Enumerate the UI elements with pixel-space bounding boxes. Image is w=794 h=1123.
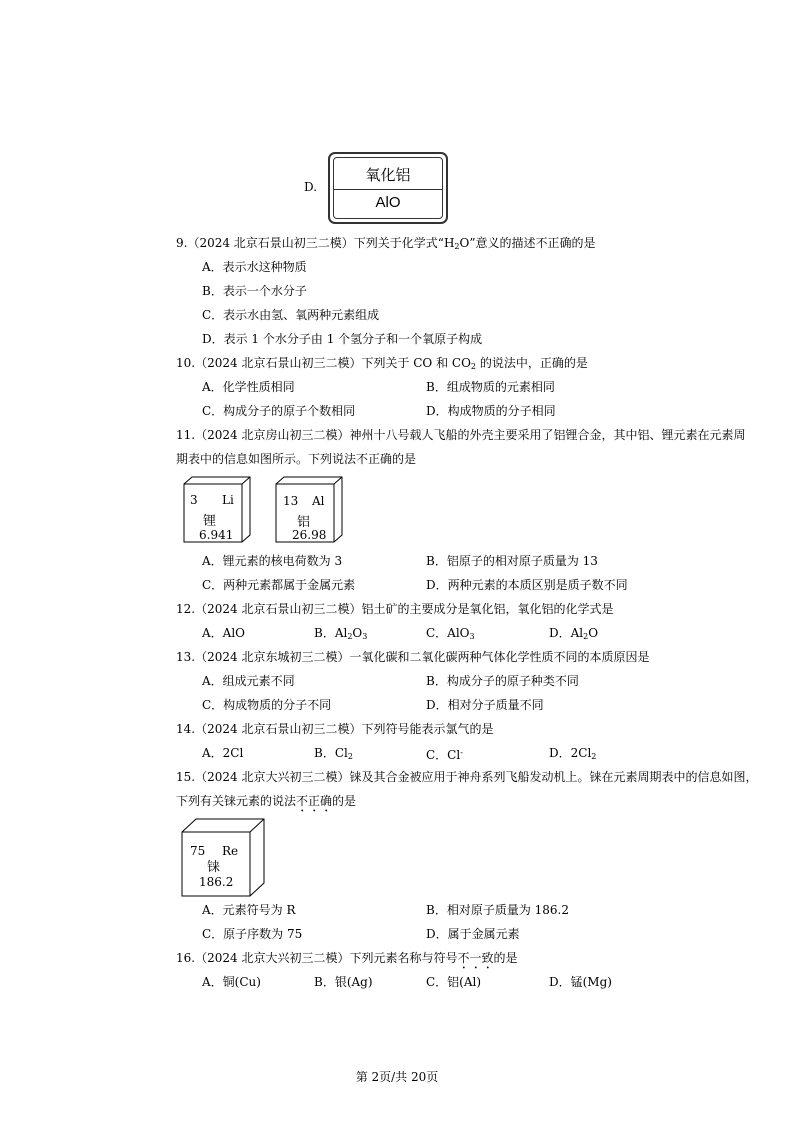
li-mass: 6.941 xyxy=(199,528,234,542)
q11-stem-line1: 11.（2024 北京房山初三二模）神州十八号载人飞船的外壳主要采用了铝锂合金，其中铝、锂元素在元素周 xyxy=(176,428,746,442)
q14-b-sub: 2 xyxy=(347,752,353,761)
q15-option-a: A．元素符号为 R xyxy=(202,903,296,917)
q14-option-d xyxy=(549,746,596,764)
q16-option-b: B．银(Ag) xyxy=(314,975,373,989)
q15-stem-emphasis: 不正确 xyxy=(296,794,333,808)
al-name: 铝 xyxy=(297,515,311,530)
q12-b-post: O xyxy=(352,626,363,640)
q12-option-d xyxy=(549,626,598,644)
q15-option-c: C．原子序数为 75 xyxy=(202,927,303,941)
reagent-divider xyxy=(334,189,442,190)
q16-stem-post: 的是 xyxy=(493,951,518,965)
q16-stem-emphasis: 不一致 xyxy=(457,951,494,965)
q16-stem-pre: 16.（2024 北京大兴初三二模）下列元素名称与符号 xyxy=(176,951,458,965)
li-symbol: Li xyxy=(222,493,234,507)
q16-option-c: C．铝(Al) xyxy=(426,975,482,989)
q11-option-b: B．铝原子的相对原子质量为 13 xyxy=(426,554,598,568)
re-mass: 186.2 xyxy=(199,875,234,889)
q10-stem xyxy=(176,356,588,374)
re-symbol: Re xyxy=(222,844,239,858)
q13-option-d: D．相对分子质量不同 xyxy=(426,698,544,712)
q12-option-a xyxy=(202,626,245,640)
re-name: 铼 xyxy=(207,860,221,875)
q14-option-a xyxy=(202,746,243,760)
q12-d-sub: 2 xyxy=(583,632,589,641)
reagent-formula: AlO xyxy=(375,194,401,211)
q14-d-pre: D．2Cl xyxy=(549,746,592,760)
q14-option-b xyxy=(314,746,353,764)
q9-stem-sub: 2 xyxy=(454,242,460,251)
q10-stem-end: 的说法中，正确的是 xyxy=(476,356,588,370)
q12-stem: 12.（2024 北京石景山初三二模）铝土矿的主要成分是氧化铝，氧化铝的化学式是 xyxy=(176,602,614,616)
q9-option-d: D．表示 1 个水分子由 1 个氢分子和一个氧原子构成 xyxy=(202,332,483,346)
q12-b-pre: B．Al xyxy=(314,626,348,640)
q10-option-c: C．构成分子的原子个数相同 xyxy=(202,404,356,418)
q10-option-d: D．构成物质的分子相同 xyxy=(426,404,556,418)
q14-option-c xyxy=(426,746,463,762)
q12-d-post: O xyxy=(588,626,599,640)
q14-c-sup: - xyxy=(460,748,463,757)
q12-b-sub: 2 xyxy=(347,632,353,641)
q12-b-sub2: 3 xyxy=(362,632,368,641)
q9-stem xyxy=(176,236,595,254)
al-symbol: Al xyxy=(312,494,325,508)
q11-option-c: C．两种元素都属于金属元素 xyxy=(202,578,356,592)
q16-stem xyxy=(176,951,517,972)
q16-option-d: D．锰(Mg) xyxy=(549,975,612,989)
q12-a-text: A．AlO xyxy=(202,626,246,640)
q11-option-d: D．两种元素的本质区别是质子数不同 xyxy=(426,578,628,592)
q14-a-text: A．2Cl xyxy=(202,746,244,760)
q8-option-d-label: D. xyxy=(304,180,318,194)
reagent-label-frame xyxy=(328,152,448,224)
q15-stem-line1: 15.（2024 北京大兴初三二模）铼及其合金被应用于神舟系列飞船发动机上。铼在元素周期表中的信息如图， xyxy=(176,770,758,784)
q10-stem-sub: 2 xyxy=(470,362,477,371)
q15-stem-line2 xyxy=(176,794,356,815)
page-footer: 第 2页/共 20页 xyxy=(355,1070,439,1084)
q15-option-b: B．相对原子质量为 186.2 xyxy=(426,903,569,917)
q10-option-a: A．化学性质相同 xyxy=(202,380,295,394)
q9-option-a: A．表示水这种物质 xyxy=(202,260,307,274)
q10-option-b: B．组成物质的元素相同 xyxy=(426,380,555,394)
q15-option-d: D．属于金属元素 xyxy=(426,927,520,941)
q12-option-b xyxy=(314,626,367,644)
q11-option-a: A．锂元素的核电荷数为 3 xyxy=(202,554,343,568)
q10-stem-text: 10.（2024 北京石景山初三二模）下列关于 CO 和 CO xyxy=(176,356,471,370)
q15-stem-pre: 下列有关铼元素的说法 xyxy=(176,794,297,808)
li-name: 锂 xyxy=(203,514,217,529)
reagent-name: 氧化铝 xyxy=(365,166,411,184)
reagent-label-inner xyxy=(333,157,443,219)
q9-option-c: C．表示水由氢、氧两种元素组成 xyxy=(202,308,380,322)
q14-stem: 14.（2024 北京石景山初三二模）下列符号能表示氯气的是 xyxy=(176,722,494,736)
q13-option-c: C．构成物质的分子不同 xyxy=(202,698,332,712)
q12-option-c xyxy=(426,626,475,644)
q13-option-b: B．构成分子的原子种类不同 xyxy=(426,674,579,688)
q13-option-a: A．组成元素不同 xyxy=(202,674,295,688)
re-number: 75 xyxy=(190,844,206,858)
q11-stem-line2: 期表中的信息如图所示。下列说法不正确的是 xyxy=(176,452,417,466)
q13-stem: 13.（2024 北京东城初三二模）一氧化碳和二氧化碳两种气体化学性质不同的本质原因是 xyxy=(176,650,650,664)
q14-d-sub: 2 xyxy=(591,752,597,761)
q9-option-b: B．表示一个水分子 xyxy=(202,284,307,298)
q15-stem-post: 的是 xyxy=(332,794,357,808)
q12-c-sub: 3 xyxy=(469,632,475,641)
al-mass: 26.98 xyxy=(292,528,327,542)
q14-b-pre: B．Cl xyxy=(314,746,348,760)
q14-c-pre: C．Cl xyxy=(426,748,461,762)
q9-stem-end: O”意义的描述不正确的是 xyxy=(459,236,596,250)
q9-stem-text: 9.（2024 北京石景山初三二模）下列关于化学式“H xyxy=(176,236,455,250)
q12-d-pre: D．Al xyxy=(549,626,584,640)
q16-option-a: A．铜(Cu) xyxy=(202,975,261,989)
al-number: 13 xyxy=(283,494,299,508)
li-number: 3 xyxy=(190,493,198,507)
q12-c-pre: C．AlO xyxy=(426,626,470,640)
